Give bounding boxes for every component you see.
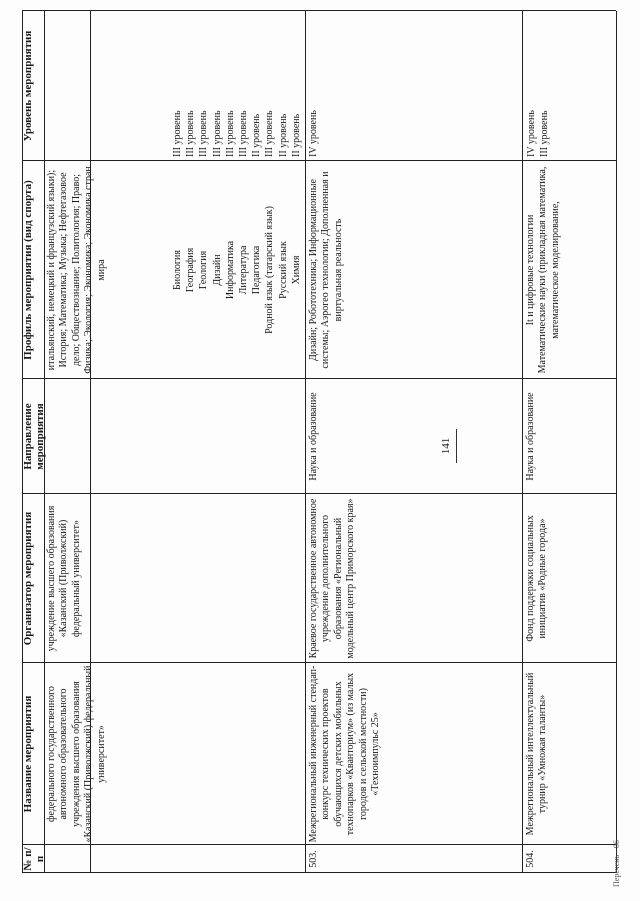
header-profile: Профиль мероприятия (вид спорта) — [22, 180, 34, 360]
event-direction: Наука и образование — [308, 392, 319, 481]
event-name: Межрегиональный инженерный стендап-конкурс технических проектов обучающихся детских мобильных технопарков «Кванториум» (из малых городов и сельской местности) «Техноимпульс 25» — [308, 665, 382, 843]
continuation-organizer: учреждение высшего образования «Казанский (Приволжский) федеральный университет» — [46, 505, 82, 652]
profile-line: Математические науки (прикладная математика, математическое моделирование, — [537, 166, 561, 374]
event-organizer: Фонд поддержки социальных инициатив «Родные города» — [525, 515, 549, 642]
col-border — [22, 493, 616, 494]
list-item: II уровень — [251, 113, 263, 157]
event-level-list — [525, 17, 551, 157]
list-item: География — [185, 247, 197, 293]
row-border — [616, 11, 617, 873]
row-border — [305, 11, 306, 873]
event-direction: Наука и образование — [525, 392, 536, 481]
list-item: III уровень — [198, 110, 210, 157]
level-list — [171, 17, 303, 157]
list-item: Литература — [237, 245, 249, 295]
continuation-profile-intro: итальянский, немецкий и французский языки); История; Математика; Музыка; Нефтегазовое дело; Обществознание; Политология; Право; Физика; Экология; Экономика; Экономика стран мира — [46, 166, 107, 374]
list-item: III уровень — [172, 110, 183, 157]
row-number: 503. — [308, 850, 319, 868]
list-item: II уровень — [290, 113, 302, 157]
header-organizer: Организатор мероприятия — [22, 511, 34, 646]
col-border — [22, 378, 616, 379]
event-level: IV уровень — [308, 110, 319, 157]
header-name: Название мероприятия — [22, 695, 34, 813]
event-profile: Дизайн; Робототехника; Информационные системы; Аэрогео технологии; Дополненная и виртуальная реальность — [308, 171, 344, 369]
list-item: III уровень — [211, 110, 223, 157]
event-organizer: Краевое государственное автономное учреждение дополнительного образования «Региональный модельный центр Приморского края» — [308, 498, 357, 659]
list-item: II уровень — [277, 113, 289, 157]
header-level: Уровень мероприятия — [22, 30, 34, 142]
list-item: Русский язык — [277, 241, 289, 299]
list-item: IV уровень — [526, 110, 537, 157]
list-item: III уровень — [264, 110, 276, 157]
subject-list — [171, 163, 303, 377]
col-border — [22, 662, 616, 663]
list-item: Педагогика — [251, 245, 263, 295]
row-number: 504. — [525, 850, 536, 868]
event-name: Межрегиональный интеллектуальный турнир «Умножая таланты» — [525, 672, 549, 836]
list-item: Химия — [290, 255, 302, 285]
list-item: Биология — [172, 250, 183, 291]
page-number: 141 — [440, 437, 452, 455]
list-item: III уровень — [224, 110, 236, 157]
header-direction: Направление мероприятия — [22, 403, 46, 470]
list-item: III уровень — [237, 110, 249, 157]
list-item: Геология — [198, 250, 210, 290]
header-num: № п/п — [22, 847, 46, 871]
list-item: III уровень — [539, 110, 551, 157]
row-border — [522, 11, 523, 873]
col-border — [22, 10, 616, 11]
event-profile — [525, 163, 562, 377]
list-item: Родной язык (татарский язык) — [264, 206, 276, 334]
col-border — [22, 160, 616, 161]
profile-line: It и цифровые технологии — [525, 214, 536, 326]
list-item: III уровень — [185, 110, 197, 157]
list-item: Информатика — [224, 240, 236, 300]
footer-label: Перечень - 06 — [612, 840, 621, 887]
page-number-rule — [456, 429, 457, 463]
continuation-name: федерального государственного автономного образовательного учреждения высшего образования «Казанский (Приволжский) федеральный университет» — [46, 665, 107, 843]
list-item: Дизайн — [211, 254, 223, 286]
